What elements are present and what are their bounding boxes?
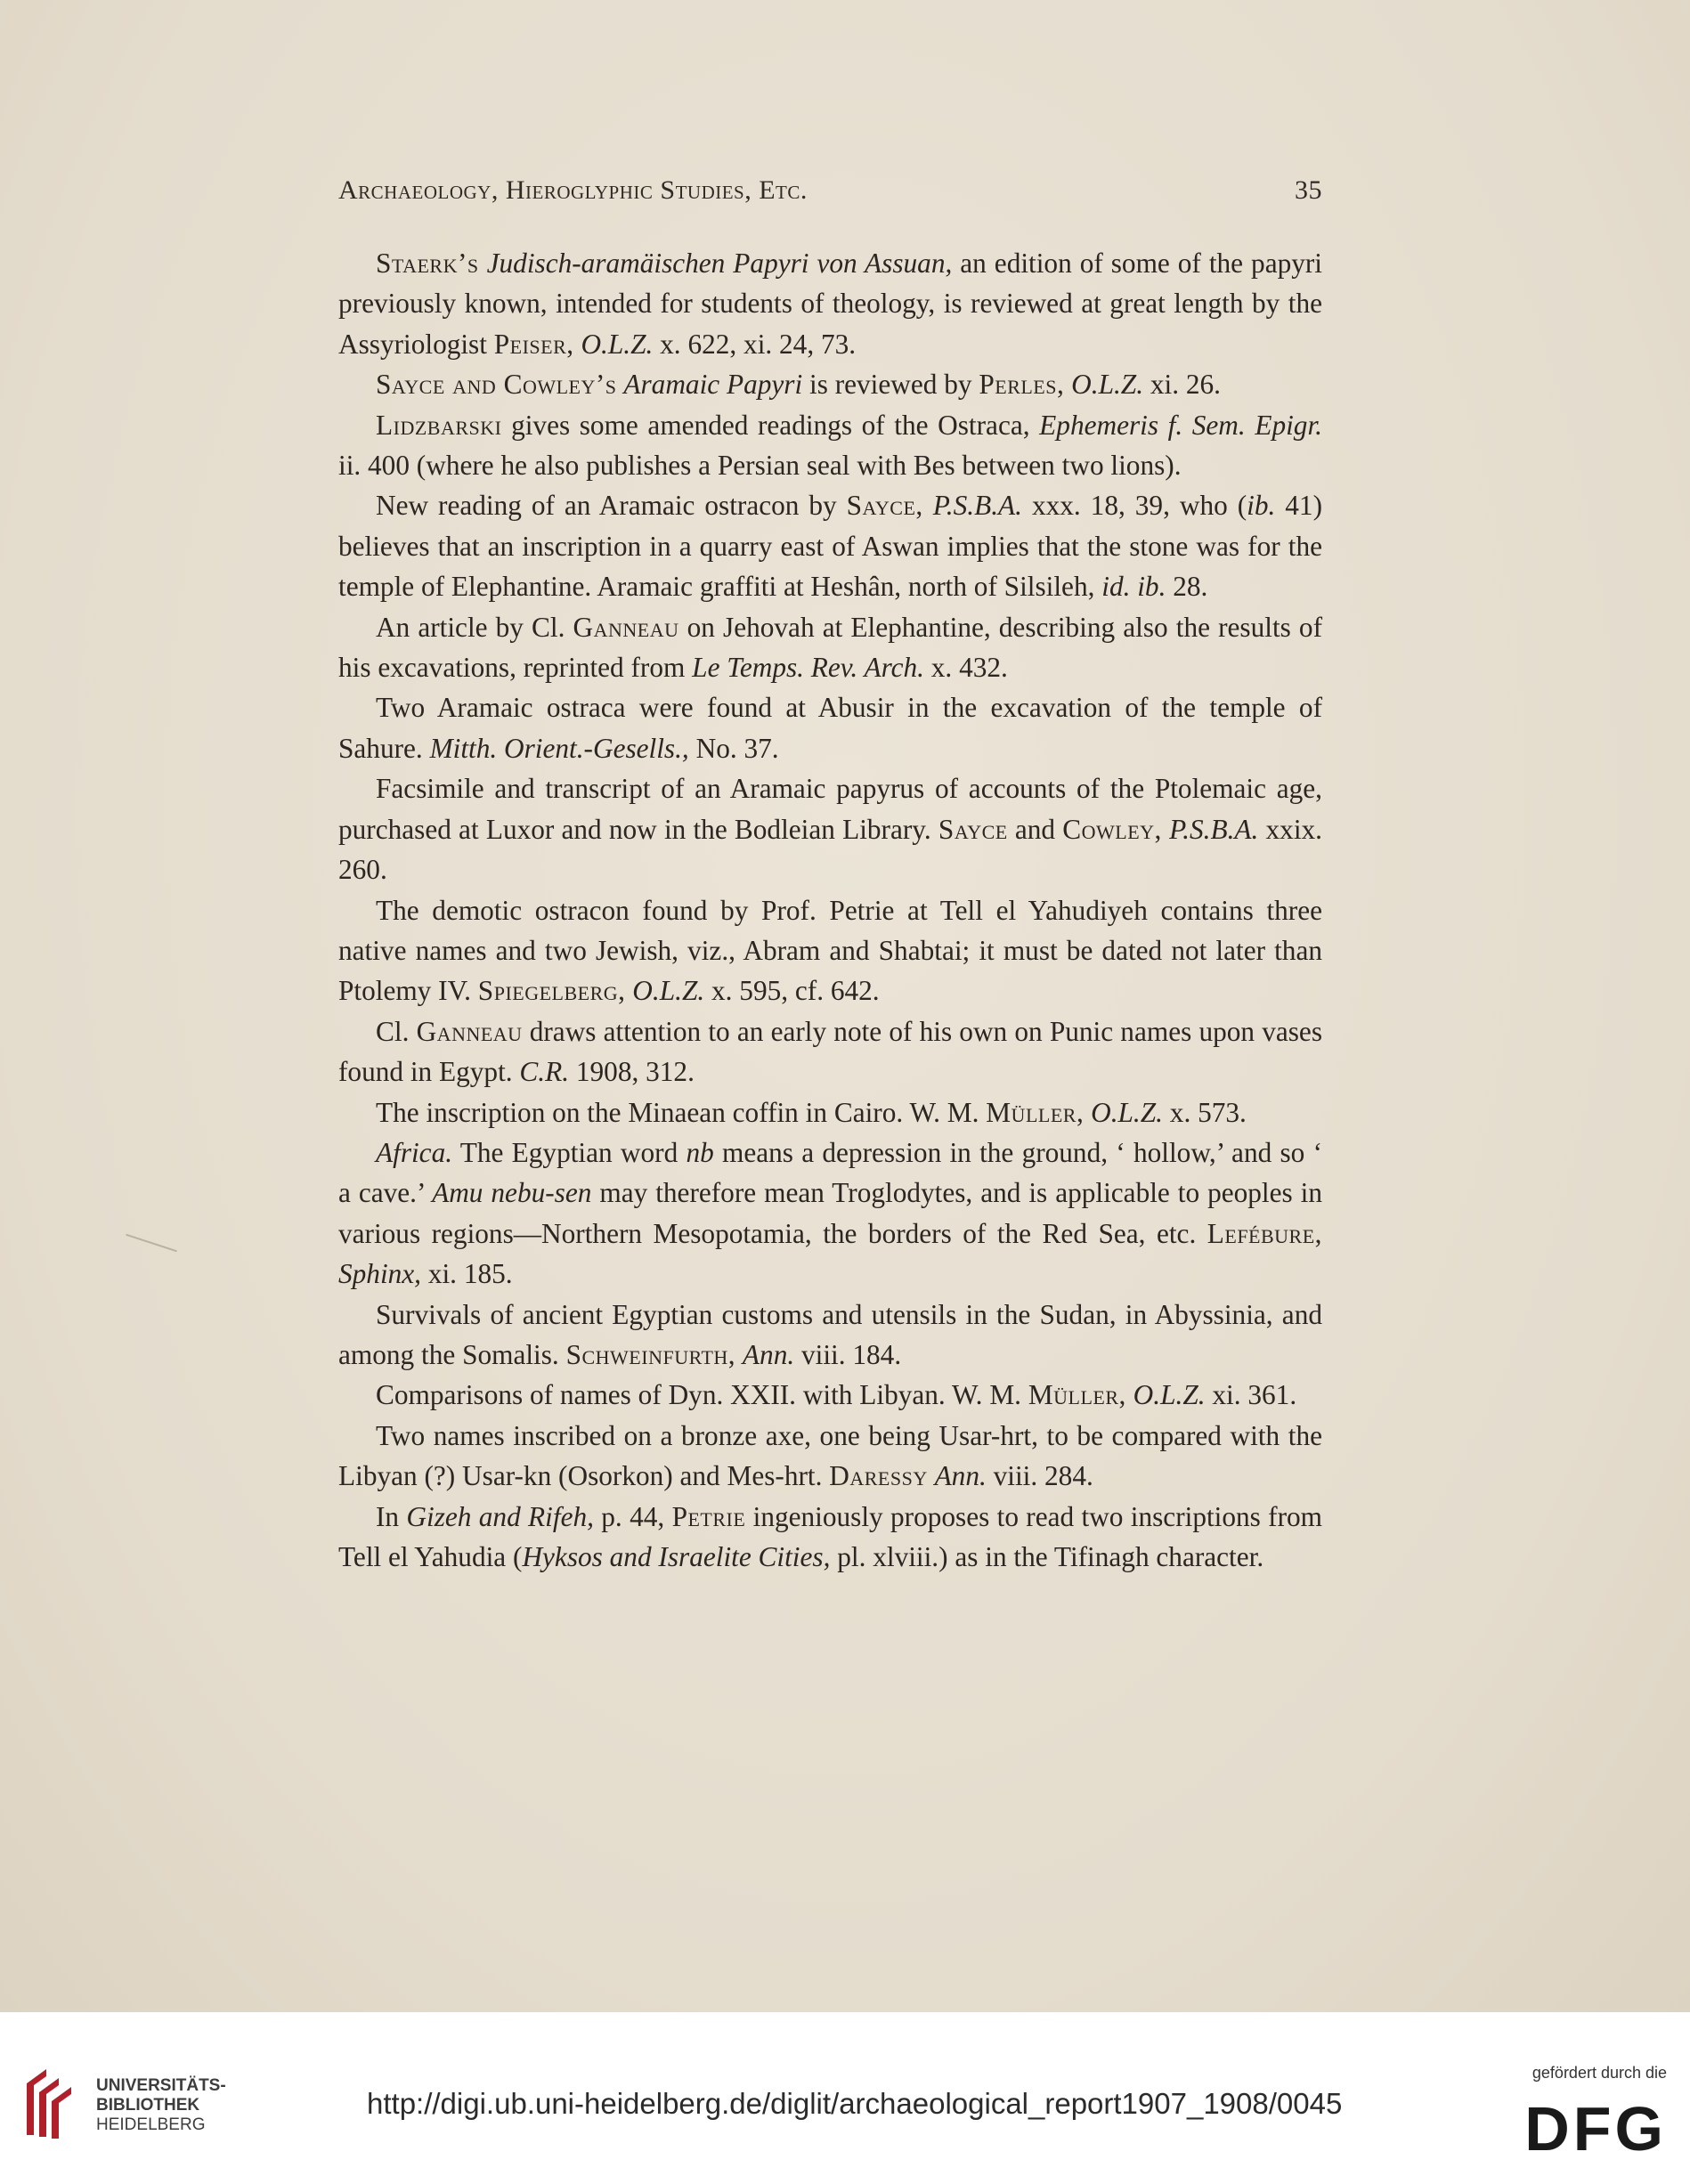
text-run: viii. 284. [986,1460,1093,1492]
text-run: Two names inscribed on a bronze axe, one being Usar-hrt, to be compared with the Libyan (?) Usar-kn (Osorkon) and Mes-hrt. [338,1419,1322,1492]
library-logo-icon [20,2066,82,2140]
text-run: on Jehovah at Elephantine, describing also the results of his excavations, reprinted from [338,611,1323,684]
paragraph [338,485,1322,606]
text-run: x. 573. [1162,1096,1247,1128]
text-run: xi. 185. [421,1258,513,1290]
paragraph [338,364,1322,404]
text-run: an edition of some of the papyri previously known, intended for students of theology, is reviewed at great length by the Assyriologist [338,248,1322,360]
margin-mark [126,1234,177,1252]
permalink[interactable]: http://digi.ub.uni-heidelberg.de/diglit/archaeological_report1907_1908/0045 [367,2087,1343,2120]
page-number: 35 [1295,175,1322,205]
small-caps-run: Sayce and Cowley’s [376,369,617,401]
small-caps-run: Müller, [986,1096,1085,1128]
small-caps-run: Petrie [671,1500,746,1532]
italic-run: Amu nebu-sen [432,1177,592,1209]
text-run: x. 622, xi. 24, 73. [653,328,857,360]
dfg-logo: DFG [1524,2094,1667,2164]
paragraph [338,1011,1322,1092]
funding-label: gefördert durch die [1532,2064,1667,2082]
italic-run: id. ib. [1101,571,1166,603]
text-run: x. 595, cf. 642. [704,975,880,1007]
text-run: No. 37. [688,732,779,764]
italic-run: O.L.Z. [581,328,654,360]
italic-run: Africa. [376,1136,453,1168]
italic-run: Aramaic Papyri [623,369,803,401]
text-run: xi. 26. [1143,369,1221,401]
text-run: xi. 361. [1205,1379,1297,1411]
paragraph [338,1497,1322,1578]
text-run: Facsimile and transcript of an Aramaic papyrus of accounts of the Ptolemaic age, purchased at Luxor and now in the Bodleian Library. [338,773,1322,845]
paragraph [338,1133,1322,1295]
text-run: 1908, 312. [569,1056,695,1088]
italic-run: Le Temps. Rev. Arch. [692,652,924,684]
text-run: The Egyptian word [452,1136,687,1168]
running-title: Archaeology, Hieroglyphic Studies, Etc. [338,175,808,205]
text-run: means a depression in the ground, ‘ hollow,’ and so ‘ a cave.’ [338,1136,1322,1209]
small-caps-run: Sayce [938,813,1008,845]
text-run [479,248,487,279]
text-run [923,490,933,521]
text-run [735,1339,743,1370]
italic-run: Sphinx, [338,1258,422,1290]
small-caps-run: Daressy [829,1460,928,1492]
small-caps-run: Peiser, [493,328,574,360]
italic-run: Judisch-aramäischen Papyri von Assuan, [486,248,953,279]
paragraph [338,1375,1322,1415]
paragraph [338,1295,1322,1376]
library-name-line: UNIVERSITÄTS- [96,2076,226,2095]
footer-bar [0,2012,1690,2184]
small-caps-run: Lefébure, [1207,1217,1322,1249]
italic-run: Ephemeris f. Sem. Epigr. [1039,409,1322,441]
body-text [338,243,1322,1577]
text-run: The inscription on the Minaean coffin in Cairo. W. M. [376,1096,987,1128]
text-run: viii. 184. [794,1338,902,1370]
text-run: and [1007,813,1063,845]
text-run: is reviewed by [802,369,979,401]
text-run: pl. xlviii.) as in the Tifinagh character. [830,1541,1264,1572]
text-run: Survivals of ancient Egyptian customs and utensils in the Sudan, in Abyssinia, and among the Somalis. [338,1298,1322,1370]
italic-run: Gizeh and Rifeh, [406,1500,594,1532]
text-run: In [376,1500,407,1532]
paragraph [338,768,1322,889]
text-run: 41) believes that an inscription in a quarry east of Aswan implies that the stone was for the temple of Elephantine. Aramaic graffiti at Heshân, north of Silsileh, [338,490,1322,603]
paragraph [338,405,1322,486]
small-caps-run: Perles, [979,369,1065,401]
text-run [1162,814,1169,845]
small-caps-run: Lidzbarski [376,409,502,441]
small-caps-run: Cowley, [1062,813,1162,845]
italic-run: P.S.B.A. [1169,813,1259,845]
small-caps-run: Staerk’s [376,248,479,279]
text-run: ii. 400 (where he also publishes a Persian seal with Bes between two lions). [338,450,1182,482]
paragraph [338,890,1322,1011]
text-run: draws attention to an early note of his own on Punic names upon vases found in Egypt. [338,1015,1322,1088]
italic-run: nb [686,1136,714,1168]
text-run: The demotic ostracon found by Prof. Petrie at Tell el Yahudiyeh contains three native names and two Jewish, viz., Abram and Shabtai; it must be dated not later than Ptolemy IV. [338,894,1322,1007]
library-name-line: BIBLIOTHEK [96,2096,200,2115]
text-run: xxx. 18, 39, who ( [1021,490,1247,522]
italic-run: O.L.Z. [1133,1379,1206,1411]
italic-run: ib. [1247,490,1276,522]
italic-run: O.L.Z. [1091,1096,1163,1128]
paragraph [338,1092,1322,1133]
text-run: Cl. [376,1015,417,1047]
text-run: may therefore mean Troglodytes, and is applicable to peoples in various regions—Northern Mesopotamia, the borders of the Red Sea, etc. [338,1177,1322,1249]
italic-run: Mitth. Orient.-Gesells., [429,732,689,764]
text-run: New reading of an Aramaic ostracon by [376,490,847,522]
small-caps-run: Ganneau [416,1015,523,1047]
small-caps-run: Müller, [1028,1379,1126,1411]
text-run: xxix. 260. [338,813,1322,886]
paragraph [338,687,1322,768]
small-caps-run: Sayce, [846,490,923,522]
text-run: An article by Cl. [376,611,573,643]
text-run [1064,369,1071,400]
text-run: p. 44, [593,1500,672,1532]
library-name-line: HEIDELBERG [96,2115,206,2134]
small-caps-run: Ganneau [573,611,679,643]
italic-run: P.S.B.A. [932,490,1022,522]
text-run: Comparisons of names of Dyn. XXII. with Libyan. W. M. [376,1379,1028,1411]
paragraph [338,243,1322,364]
paragraph [338,1416,1322,1497]
italic-run: Ann. [742,1338,795,1370]
italic-run: Ann. [934,1460,987,1492]
italic-run: O.L.Z. [1071,369,1144,401]
text-run: Two Aramaic ostraca were found at Abusir in the excavation of the temple of Sahure. [338,692,1322,764]
text-run: ingeniously proposes to read two inscriptions from Tell el Yahudia ( [338,1500,1323,1572]
text-run [1084,1097,1091,1128]
italic-run: Hyksos and Israelite Cities, [522,1541,831,1572]
text-run [928,1460,935,1491]
paragraph [338,607,1322,688]
text-run: gives some amended readings of the Ostraca, [501,409,1040,441]
running-header [338,175,1322,215]
italic-run: C.R. [519,1056,570,1088]
text-run [1126,1379,1133,1410]
text-run: 28. [1166,571,1208,603]
small-caps-run: Spiegelberg, [477,975,626,1007]
italic-run: O.L.Z. [632,975,705,1007]
text-run: x. 432. [923,652,1008,684]
library-name [96,2076,226,2135]
small-caps-run: Schweinfurth, [565,1338,736,1370]
